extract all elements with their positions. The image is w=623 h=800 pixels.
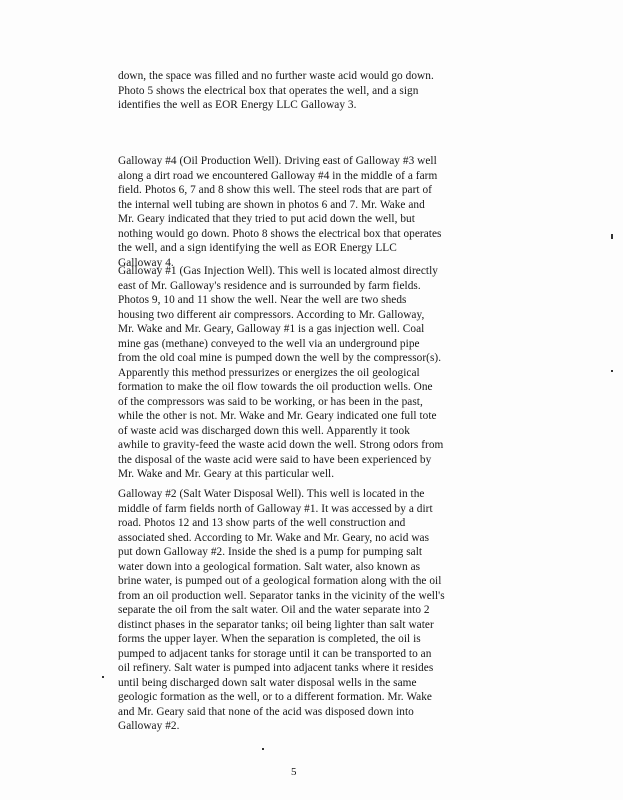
text-line: brine water, is pumped out of a geological formation along with the oil — [118, 575, 442, 587]
text-line: Mr. Wake and Mr. Geary at this particular well. — [118, 468, 335, 480]
scan-speck — [102, 676, 104, 678]
text-line: Photos 9, 10 and 11 show the well. Near the well are two sheds — [118, 294, 407, 306]
text-line: associated shed. According to Mr. Wake and Mr. Geary, no acid was — [118, 531, 430, 544]
text-line: water down into a geological formation. Salt water, also known as — [118, 560, 421, 573]
paragraph-well-3-continued — [118, 69, 518, 113]
text-line: the well, and a sign identifying the well as EOR Energy LLC — [118, 242, 397, 254]
text-line: housing two different air compressors. According to Mr. Galloway, — [118, 308, 425, 321]
text-line: Apparently this method pressurizes or energizes the oil geological — [118, 366, 420, 379]
text-line: identifies the well as EOR Energy LLC Galloway 3. — [118, 99, 357, 111]
text-line: from the old coal mine is pumped down the well by the compressor(s). — [118, 352, 442, 364]
scan-speck — [611, 370, 613, 372]
text-line: field. Photos 6, 7 and 8 show this well. The steel rods that are part of — [118, 184, 432, 196]
text-line: along a dirt road we encountered Galloway #4 in the middle of a farm — [118, 169, 438, 182]
text-line: from an oil production well. Separator tanks in the vicinity of the well's — [118, 589, 445, 602]
paragraph-galloway-1 — [118, 264, 518, 482]
text-line: of waste acid was discharged down this well. Apparently it took — [118, 424, 410, 437]
paragraph-galloway-4 — [118, 154, 518, 270]
text-line: geologic formation as the well, or to a different formation. Mr. Wake — [118, 691, 432, 703]
text-line: awhile to gravity-feed the waste acid down the well. Strong odors from — [118, 439, 444, 451]
text-line: separate the oil from the salt water. Oil and the water separate into 2 — [118, 604, 430, 616]
text-line: the internal well tubing are shown in photos 6 and 7. Mr. Wake and — [118, 198, 425, 211]
text-line: distinct phases in the separator tanks; oil being lighter than salt water — [118, 618, 434, 631]
text-line: forms the upper layer. When the separation is completed, the oil is — [118, 633, 421, 645]
text-line: while the other is not. Mr. Wake and Mr. Geary indicated one full tote — [118, 410, 437, 422]
text-line: put down Galloway #2. Inside the shed is a pump for pumping salt — [118, 546, 423, 558]
text-line: until being discharged down salt water disposal wells in the same — [118, 676, 417, 689]
text-line: Mr. Geary indicated that they tried to put acid down the well, but — [118, 213, 415, 225]
text-line: Galloway #2. — [118, 720, 180, 732]
text-line: middle of farm fields north of Galloway #1. It was accessed by a dirt — [118, 502, 433, 515]
text-line: pumped to adjacent tanks for storage until it can be transported to an — [118, 647, 432, 660]
text-line: down, the space was filled and no further waste acid would go down. — [118, 70, 434, 82]
paragraph-galloway-2 — [118, 487, 518, 734]
text-line: Mr. Wake and Mr. Geary, Galloway #1 is a gas injection well. Coal — [118, 323, 425, 335]
text-line: the disposal of the waste acid were said to have been experienced by — [118, 453, 432, 466]
text-line: Galloway #2 (Salt Water Disposal Well). This well is located in the — [118, 488, 425, 500]
page-number: 5 — [291, 766, 297, 778]
scan-speck — [611, 234, 613, 239]
text-line: Galloway #1 (Gas Injection Well). This well is located almost directly — [118, 265, 438, 277]
scan-speck — [262, 748, 264, 750]
text-line: road. Photos 12 and 13 show parts of the well construction and — [118, 517, 406, 529]
text-line: nothing would go down. Photo 8 shows the electrical box that operates — [118, 227, 442, 240]
text-line: oil refinery. Salt water is pumped into adjacent tanks where it resides — [118, 662, 434, 674]
text-line: formation to make the oil flow towards the oil production wells. One — [118, 381, 433, 393]
text-line: mine gas (methane) conveyed to the well via an underground pipe — [118, 337, 420, 350]
text-line: and Mr. Geary said that none of the acid was disposed down into — [118, 705, 414, 718]
text-line: Galloway 4. — [118, 256, 174, 269]
text-line: Photo 5 shows the electrical box that operates the well, and a sign — [118, 84, 419, 97]
text-line: of the compressors was said to be working, or has been in the past, — [118, 395, 423, 408]
text-line: Galloway #4 (Oil Production Well). Driving east of Galloway #3 well — [118, 155, 437, 167]
text-line: east of Mr. Galloway's residence and is surrounded by farm fields. — [118, 279, 421, 292]
